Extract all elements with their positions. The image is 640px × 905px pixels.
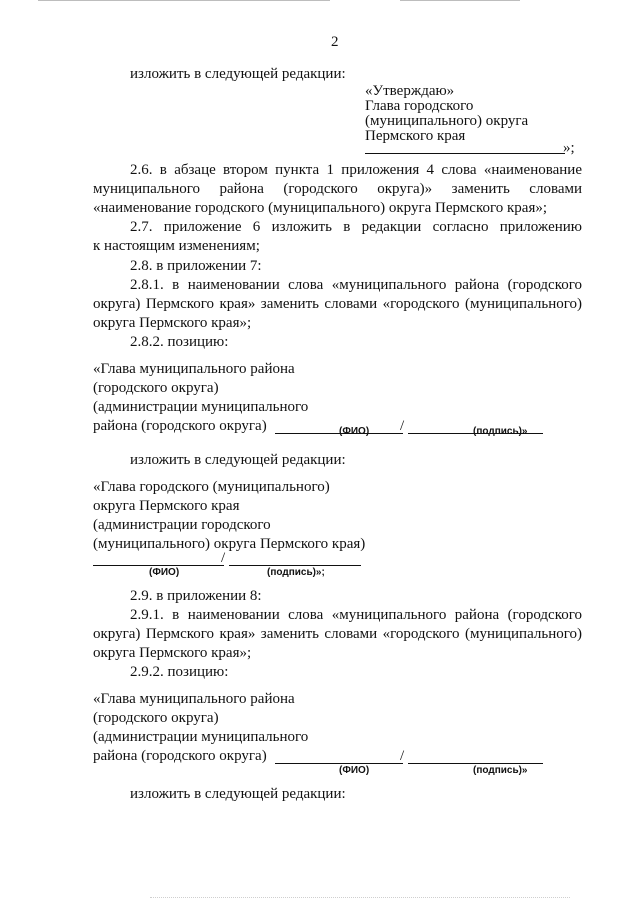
block3-line-3: (администрации муниципального [93,729,309,745]
p28: 2.8. в приложении 7: [130,258,262,274]
p281-line-2: округа) Пермского края» заменить словами «городского (муниципального) [93,296,582,312]
block2-fio-line [93,565,224,566]
intro-text-2: изложить в следующей редакции: [130,452,346,468]
p291-line-3: округа Пермского края»; [93,645,252,661]
block2-slash: / [221,550,226,566]
p282: 2.8.2. позицию: [130,334,229,350]
block1-line-1: «Глава муниципального района [93,361,295,377]
p281-line-3: округа Пермского края»; [93,315,252,331]
approval-line-4: Пермского края [365,128,466,144]
block2-line-1: «Глава городского (муниципального) [93,479,330,495]
p27-line-1: 2.7. приложение 6 изложить в редакции согласно приложению [130,219,582,235]
p291-line-1: 2.9.1. в наименовании слова «муниципального района (городского [130,607,582,623]
approval-line-2: Глава городского [365,98,474,114]
page-number: 2 [331,34,339,50]
p292: 2.9.2. позицию: [130,664,229,680]
intro-text: изложить в следующей редакции: [130,66,346,82]
p27-line-2: к настоящим изменениям; [93,238,260,254]
block1-line-4: района (городского округа) [93,418,267,434]
block3-fio-line [275,763,403,764]
bottom-rule [150,897,570,898]
block3-fio-label: (ФИО) [339,765,370,776]
intro-text-3: изложить в следующей редакции: [130,786,346,802]
block1-slash: / [400,418,405,434]
p281-line-1: 2.8.1. в наименовании слова «муниципального района (городского [130,277,582,293]
top-rule-right [400,0,520,1]
p29: 2.9. в приложении 8: [130,588,262,604]
block2-fio-label: (ФИО) [149,567,180,578]
p291-line-2: округа) Пермского края» заменить словами «городского (муниципального) [93,626,582,642]
block1-line-3: (администрации муниципального [93,399,309,415]
block1-fio-label: (ФИО) [339,426,370,437]
p26-line-2: муниципального района (городского округа)» заменить словами [93,181,582,197]
approval-line-3: (муниципального) округа [365,113,529,129]
block2-line-4: (муниципального) округа Пермского края) [93,536,366,552]
block2-sign-label: (подпись)»; [267,567,325,578]
block3-sign-line [408,763,543,764]
top-rule-left [38,0,330,1]
p26-line-3: «наименование городского (муниципального) округа Пермского края»; [93,200,548,216]
approval-line-1: «Утверждаю» [365,83,455,99]
block2-line-2: округа Пермского края [93,498,240,514]
block1-line-2: (городского округа) [93,380,219,396]
block2-sign-line [229,565,361,566]
block3-line-1: «Глава муниципального района [93,691,295,707]
block1-sign-label: (подпись)» [473,426,528,437]
approval-signature-line [365,153,565,154]
block2-line-3: (администрации городского [93,517,271,533]
block3-slash: / [400,748,405,764]
block3-sign-label: (подпись)» [473,765,528,776]
block3-line-2: (городского округа) [93,710,219,726]
p26-line-1: 2.6. в абзаце втором пункта 1 приложения 4 слова «наименование [130,162,582,178]
approval-end: »; [563,140,575,156]
block3-line-4: района (городского округа) [93,748,267,764]
